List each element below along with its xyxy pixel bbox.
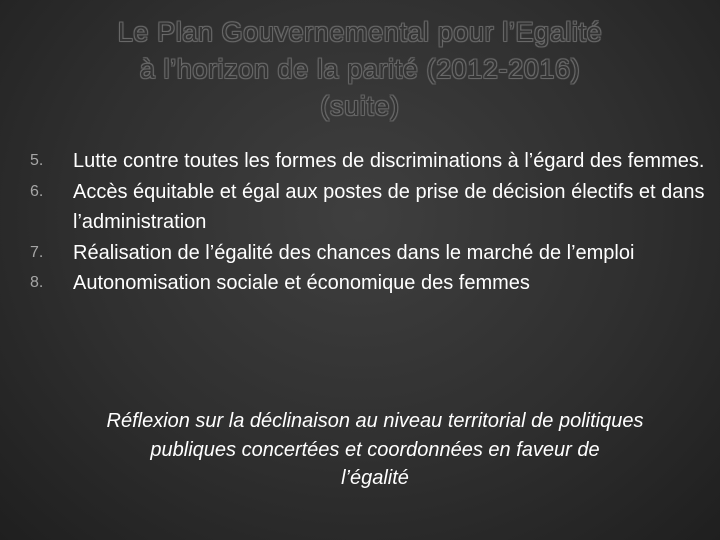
list-item-text: Lutte contre toutes les formes de discriminations à l’égard des femmes.: [73, 150, 705, 172]
list-item-number: 5.: [30, 152, 44, 169]
list-item-text: Réalisation de l’égalité des chances dans le marché de l’emploi: [73, 241, 635, 264]
title-line-1: Le Plan Gouvernemental pour l’Egalité: [117, 17, 603, 47]
title-line-3: (suite): [320, 91, 400, 121]
list-item: [30, 146, 710, 177]
reflexion-text: [30, 407, 720, 493]
title-line-2: à l’horizon de la parité (2012-2016): [139, 54, 581, 84]
list-item-number: 6.: [30, 182, 44, 200]
slide-title: [40, 14, 680, 125]
list-item-text: Autonomisation sociale et économique des femmes: [73, 272, 530, 294]
list-item: [30, 177, 710, 238]
list-item-number: 8.: [30, 274, 44, 291]
reflexion-line-3: l’égalité: [341, 467, 409, 489]
numbered-list: [30, 146, 710, 299]
list-item: [30, 238, 710, 269]
list-item-text: Accès équitable et égal aux postes de prise de décision électifs et dans l’administration: [73, 180, 705, 233]
reflexion-line-1: Réflexion sur la déclinaison au niveau territorial de politiques: [106, 410, 644, 432]
list-item-number: 7.: [30, 243, 44, 261]
list-item: [30, 268, 710, 299]
reflexion-line-2: publiques concertées et coordonnées en faveur de: [150, 438, 600, 461]
